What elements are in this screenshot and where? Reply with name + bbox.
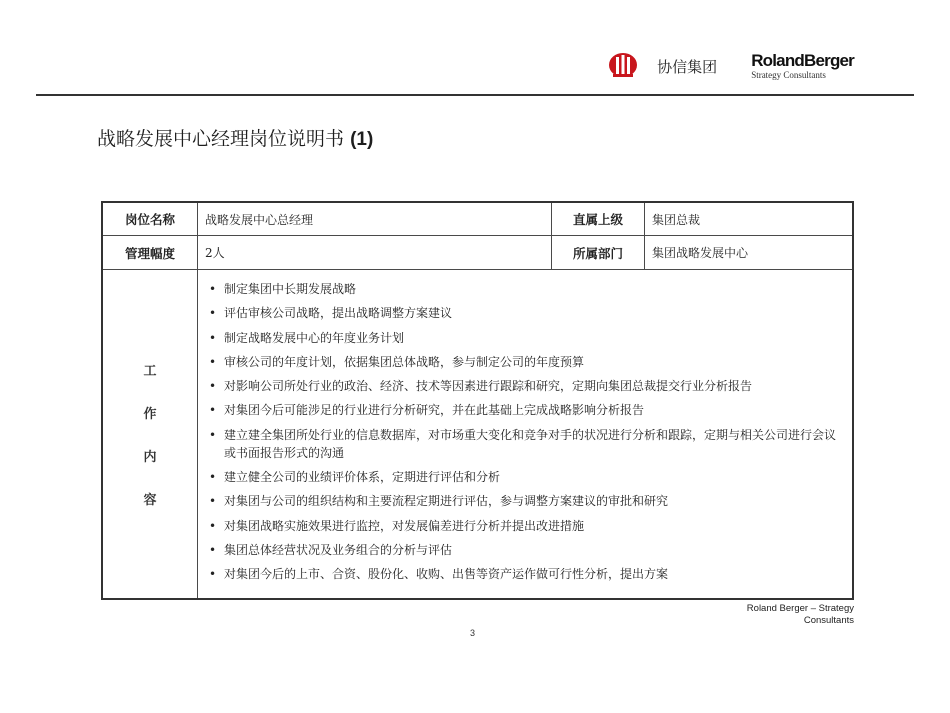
table-row: [102, 236, 853, 270]
header-divider: [36, 94, 914, 96]
position-name-label: 岗位名称: [102, 202, 198, 236]
roland-berger-logo: [751, 52, 854, 80]
list-item: • 审核公司的年度计划，依据集团总体战略，参与制定公司的年度预算: [206, 353, 844, 371]
table-row: [102, 202, 853, 236]
duties-label-char: 容: [143, 492, 157, 508]
duties-label-char: 工: [143, 363, 157, 379]
footer-credit-line: Consultants: [803, 615, 854, 626]
footer-credit: [747, 603, 854, 627]
consultant-name: RolandBerger: [751, 51, 854, 70]
page-title-text: 战略发展中心经理岗位说明书: [97, 128, 345, 150]
duties-label: [102, 270, 198, 599]
list-item: • 建立建全集团所处行业的信息数据库，对市场重大变化和竞争对手的状况进行分析和跟踪，定期与相关公司进行会议或书面报告形式的沟通: [206, 426, 844, 462]
page-title: [97, 124, 373, 151]
list-item: • 对集团今后可能涉足的行业进行分析研究，并在此基础上完成战略影响分析报告: [206, 401, 844, 419]
table-row: [102, 270, 853, 599]
list-item: • 评估审核公司战略，提出战略调整方案建议: [206, 304, 844, 322]
duties-label-char: 内: [143, 449, 157, 465]
list-item: • 对集团战略实施效果进行监控，对发展偏差进行分析并提出改进措施: [206, 517, 844, 535]
position-name-value: 战略发展中心总经理: [198, 202, 552, 236]
direct-superior-label: 直属上级: [552, 202, 645, 236]
footer-credit-line: Roland Berger – Strategy: [746, 603, 854, 614]
list-item: • 制定战略发展中心的年度业务计划: [206, 329, 844, 347]
department-label: 所属部门: [552, 236, 645, 270]
page-title-number: (1): [350, 129, 374, 150]
duties-label-char: 作: [143, 406, 157, 422]
list-item: • 集团总体经营状况及业务组合的分析与评估: [206, 541, 844, 559]
duties-cell: [198, 270, 854, 599]
list-item: • 制定集团中长期发展战略: [206, 280, 844, 298]
list-item: • 对影响公司所处行业的政治、经济、技术等因素进行跟踪和研究，定期向集团总裁提交行业分析报告: [206, 377, 844, 395]
job-description-table: [101, 201, 854, 600]
department-value: 集团战略发展中心: [645, 236, 854, 270]
management-span-value: 2人: [198, 236, 552, 270]
page-number: 3: [470, 628, 476, 638]
list-item: • 对集团今后的上市、合资、股份化、收购、出售等资产运作做可行性分析，提出方案: [206, 565, 844, 583]
list-item: • 建立健全公司的业绩评价体系，定期进行评估和分析: [206, 468, 844, 486]
direct-superior-value: 集团总裁: [645, 202, 854, 236]
xiexin-logo-icon: [607, 52, 639, 80]
management-span-label: 管理幅度: [102, 236, 198, 270]
header-logos: [607, 52, 854, 80]
duty-list: [206, 280, 844, 583]
list-item: • 对集团与公司的组织结构和主要流程定期进行评估，参与调整方案建议的审批和研究: [206, 492, 844, 510]
consultant-subtitle: Strategy Consultants: [751, 70, 826, 80]
company-name: 协信集团: [657, 57, 718, 76]
